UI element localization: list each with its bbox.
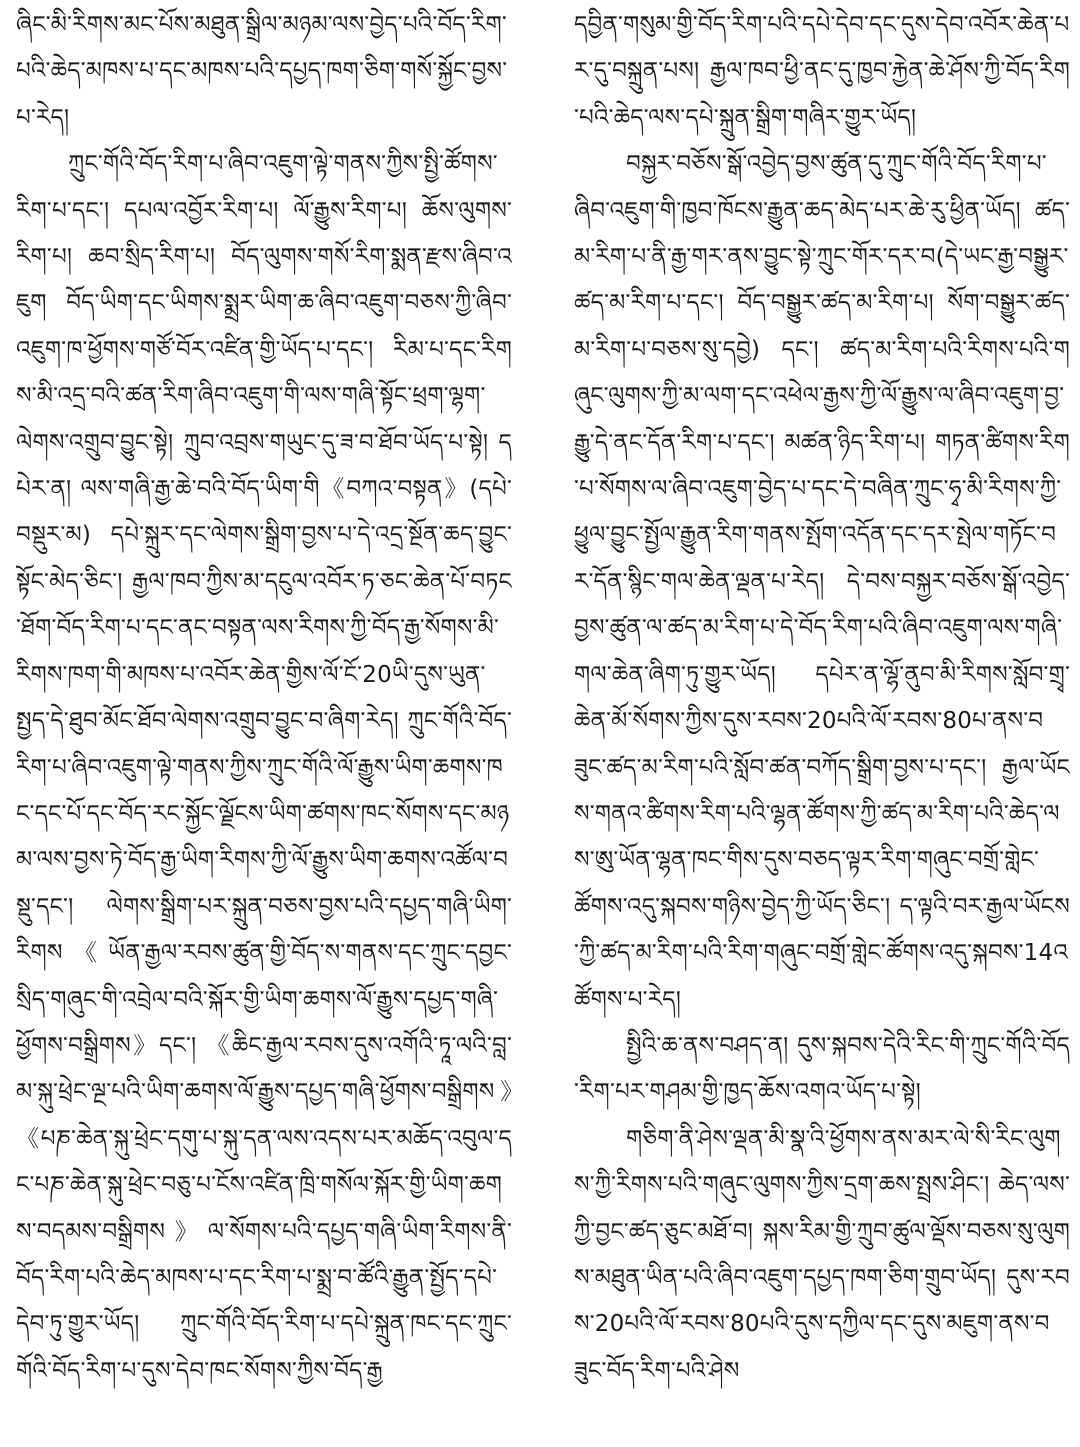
left-column	[16, 2, 512, 1442]
paragraph: ཞིང་མི་རིགས་མང་པོས་མཐུན་སྒྲིལ་མཉམ་ལས་བྱེད་པའི་བོད་རིག་པའི་ཆེད་མཁས་པ་དང་མཁས་པའི་དཔྱད་ཁག་ཅིག་གསོ་སྐྱོང་བྱས་པ་རེད།	[16, 12, 508, 131]
paragraph: བསྐྱར་བཅོས་སྒོ་འབྱེད་བྱས་ཚུན་དུ་ཀྲུང་གོའི་བོད་རིག་པ་ཞིབ་འཇུག་གི་ཁྱབ་ཁོངས་རྒྱུན་ཆད་མེད་པར་ཆེ་རུ་ཕྱིན་ཡོད། ཚད་མ་རིག་པ་ནི་རྒྱ་གར་ནས་བྱུང་སྟེ་ཀྲུང་གོར་དར་བ(དེ་ཡང་རྒྱ་བསྒྱུར་ཚད་མ་རིག་པ་དང་། བོད་བསྒྱུར་ཚད་མ་རིག་པ། སོག་བསྒྱུར་ཚད་མ་རིག་པ་བཅས་སུ་དབྱེ) དང་། ཚད་མ་རིག་པའི་རིགས་པའི་གཞུང་ལུགས་ཀྱི་མ་ལག་དང་འཕེལ་རྒྱས་ཀྱི་ལོ་རྒྱུས་ལ་ཞིབ་འཇུག་བྱ་རྒྱུ་དེ་ནང་དོན་རིག་པ་དང་། མཚན་ཉིད་རིག་པ། གཏན་ཚིགས་རིག་པ་སོགས་ལ་ཞིབ་འཇུག་བྱེད་པ་དང་དེ་བཞིན་ཀྲུང་ཧྭ་མི་རིགས་ཀྱི་ཕྱུལ་བྱུང་སྤྱོལ་རྒྱུན་རིག་གནས་སྤོག་འདོན་དང་དར་སྤེལ་གཏོང་བར་དོན་སྙིང་གལ་ཆེན་ལྡན་པ་རེད། དེ་བས་བསྐྱར་བཅོས་སྒོ་འབྱེད་བྱས་ཚུན་ལ་ཚད་མ་རིག་པ་དེ་བོད་རིག་པའི་ཞིབ་འཇུག་ལས་གཞི་གལ་ཆེན་ཞིག་ཏུ་གྱུར་ཡོད། དཔེར་ན་ལྷོ་ནུབ་མི་རིགས་སློབ་གྲྭ་ཆེན་མོ་སོགས་ཀྱིས་དུས་རབས་20པའི་ལོ་རབས་80པ་ནས་བཟུང་ཚད་མ་རིག་པའི་སློབ་ཚན་བཀོད་སྒྲིག་བྱས་པ་དང་། རྒྱལ་ཡོངས་གནའ་ཚིགས་རིག་པའི་ལྷན་ཚོགས་ཀྱི་ཚད་མ་རིག་པའི་ཆེད་ལས་ཨུ་ཡོན་ལྷན་ཁང་གིས་དུས་བཅད་ལྟར་རིག་གཞུང་བགྲོ་གླེང་ཚོགས་འདུ་སྐབས་གཉིས་བྱེད་ཀྱི་ཡོད་ཅིང་། ད་ལྟའི་བར་རྒྱལ་ཡོངས་ཀྱི་ཚད་མ་རིག་པའི་རིག་གཞུང་བགྲོ་གླེང་ཚོགས་འདུ་སྐབས་14འཚོགས་པ་རེད།	[574, 151, 1070, 1013]
paragraph: དབྱིན་གསུམ་གྱི་བོད་རིག་པའི་དཔེ་དེབ་དང་དུས་དེབ་འབོར་ཆེན་པར་དུ་བསྐྲུན་པས། རྒྱལ་ཁབ་ཕྱི་ནང་དུ་ཁྱབ་རྐྱེན་ཆེ་ཤོས་ཀྱི་བོད་རིག་པའི་ཆེད་ལས་དཔེ་སྐྲུན་སྒྲིག་གཞིར་གྱུར་ཡོད།	[574, 12, 1070, 131]
paragraph: ཀྲུང་གོའི་བོད་རིག་པ་ཞིབ་འཇུག་ལྟེ་གནས་ཀྱིས་སྤྱི་ཚོགས་རིག་པ་དང་། དཔལ་འབྱོར་རིག་པ། ལོ་རྒྱུས་རིག་པ། ཆོས་ལུགས་རིག་པ། ཆབ་སྲིད་རིག་པ། བོད་ལུགས་གསོ་རིག་སྨན་རྫས་ཞིབ་འཇུག བོད་ཡིག་དང་ཡིགས་སྨྲར་ཡིག་ཆ་ཞིབ་འཇུག་བཅས་ཀྱི་ཞིབ་འཇུག་ཁ་ཕྱོགས་གཙོ་བོར་འཛིན་གྱི་ཡོད་པ་དང་། རིམ་པ་དང་རིགས་མི་འདྲ་བའི་ཚན་རིག་ཞིབ་འཇུག་གི་ལས་གཞི་སྟོང་ཕྲག་ལྷག་ལེགས་འགྲུབ་བྱུང་སྟེ། ཀྲུབ་འབྲས་གཡུང་དུ་ཟ་བ་ཐོབ་ཡོད་པ་སྟེ། དཔེར་ན། ལས་གཞི་རྒྱ་ཆེ་བའི་བོད་ཡིག་གི《བཀའ་བསྟན》(དཔེ་བསྡུར་མ) དཔེ་སྐྲུར་དང་ལེགས་སྒྲིག་བྱས་པ་དེ་འདྲ་སྔོན་ཆད་བྱུང་སྟོང་མེད་ཅིང་། རྒྱལ་ཁབ་ཀྱིས་མ་དངུལ་འབོར་ཏ་ཅང་ཆེན་པོ་བཏང་ཐོག་བོད་རིག་པ་དང་ནང་བསྟན་ལས་རིགས་ཀྱི་བོད་རྒྱ་སོགས་མི་རིགས་ཁག་གི་མཁས་པ་འབོར་ཆེན་གྱིས་ལོ་ངོ་20ཡི་དུས་ཡུན་སྤྱད་དེ་ཐུབ་མོང་ཐོབ་ལེགས་འགྲུབ་བྱུང་བ་ཞིག་རེད། ཀྲུང་གོའི་བོད་རིག་པ་ཞིབ་འཇུག་ལྟེ་གནས་ཀྱིས་ཀྲུང་གོའི་ལོ་རྒྱུས་ཡིག་ཆགས་ཁང་དང་པོ་དང་བོད་རང་སྐྱོང་ལྗོངས་ཡིག་ཚགས་ཁང་སོགས་དང་མཉམ་ལས་བྱས་ཏེ་བོད་རྒྱ་ཡིག་རིགས་ཀྱི་ལོ་རྒྱུས་ཡིག་ཆགས་འཚོལ་བསྡུ་དང་། ལེགས་སྒྲིག་པར་སྐྲུན་བཅས་བྱས་པའི་དཔྱད་གཞི་ཡིག་རིགས《ཡོན་རྒྱལ་རབས་ཚུན་གྱི་བོད་ས་གནས་དང་ཀྲུང་དབྱང་སྲིད་གཞུང་གི་འབྲེལ་བའི་སྐོར་གྱི་ཡིག་ཆགས་ལོ་རྒྱུས་དཔྱད་གཞི་ཕྱོགས་བསྒྲིགས》དང་། 《ཆིང་རྒྱལ་རབས་དུས་འགོའི་ཏཱ་ལའི་བླ་མ་སྐུ་ཕྲེང་ལྔ་པའི་ཡིག་ཆགས་ལོ་རྒྱུས་དཔྱད་གཞི་ཕྱོགས་བསྒྲིགས》《པཎ་ཆེན་སྐུ་ཕྲེང་དགུ་པ་སྐུ་དན་ལས་འདས་པར་མཆོད་འབུལ་དང་པཎ་ཆེན་སྐུ་ཕྲེང་བཅུ་པ་ངོས་འཛིན་ཁྲི་གསོལ་སྐོར་གྱི་ཡིག་ཆགས་བདམས་བསྒྲིགས》ལ་སོགས་པའི་དཔྱད་གཞི་ཡིག་རིགས་ནི་བོད་རིག་པའི་ཆེད་མཁས་པ་དང་རིག་པ་སྨྲ་བ་ཚོའི་རྒྱུན་སྤྱོད་དཔེ་དེབ་ཏུ་གྱུར་ཡོད། ཀྲུང་གོའི་བོད་རིག་པ་དཔེ་སྐྲུན་ཁང་དང་ཀྲུང་གོའི་བོད་རིག་པ་དུས་དེབ་ཁང་སོགས་ཀྱིས་བོད་རྒྱ	[16, 151, 512, 1384]
paragraph: སྤྱིའི་ཆ་ནས་བཤད་ན། དུས་སྐབས་དེའི་རིང་གི་ཀྲུང་གོའི་བོད་རིག་པར་གཤམ་གྱི་ཁྱད་ཆོས་འགའ་ཡོད་པ་སྟེ།	[574, 1032, 1070, 1106]
paragraph: གཅིག་ནི་ཤེས་ལྡན་མི་སྣ་འི་ཕྱོགས་ནས་མར་ལེ་སི་རིང་ལུགས་ཀྱི་རིགས་པའི་གཞུང་ལུགས་ཀྱིས་དྲག་ཆས་སྤྲས་ཤིང་། ཆེད་ལས་ཀྱི་བྱང་ཚད་ཅུང་མཐོ་བ། སྐས་རིམ་གྱི་ཀྲུབ་ཚུལ་ལྡོས་བཅས་སུ་ལུགས་མཐུན་ཡིན་པའི་ཞིབ་འཇུག་དཔྱད་ཁག་ཅིག་གྲུབ་ཡོད། དུས་རབས་20པའི་ལོ་རབས་80པའི་དུས་དཀྱིལ་དང་དུས་མཇུག་ནས་བཟུང་བོད་རིག་པའི་ཤེས	[574, 1125, 1070, 1384]
right-column	[574, 2, 1070, 1442]
